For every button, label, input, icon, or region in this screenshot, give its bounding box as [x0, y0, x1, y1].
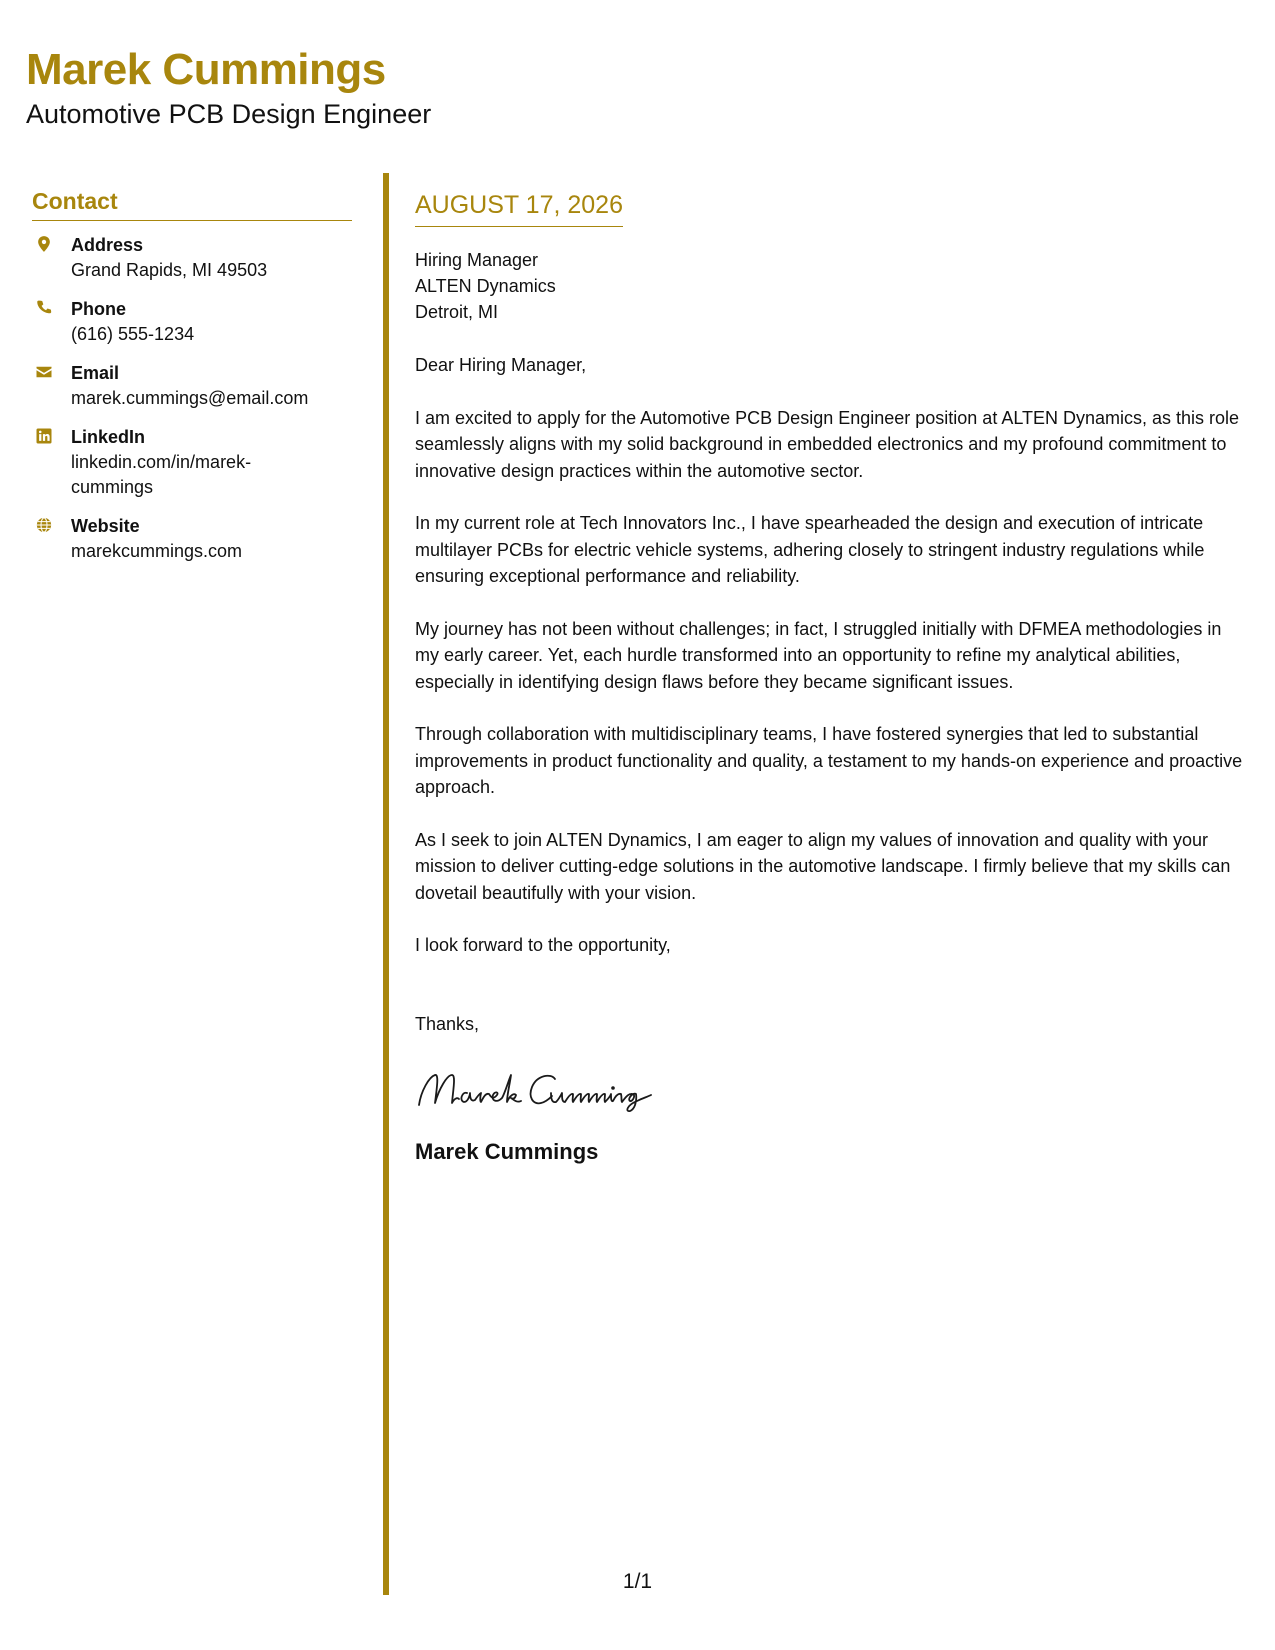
contact-value-linkedin-line-2: cummings [71, 476, 154, 497]
recipient-block [415, 247, 1250, 325]
contact-value-website: marekcummings.com [71, 540, 243, 561]
contact-phone [32, 297, 352, 347]
phone-icon [35, 299, 53, 317]
letter-paragraph: In my current role at Tech Innovators Inc., I have spearheaded the design and execution of intricate multilayer PCBs for electric vehicle systems, adhering closely to stringent industry regulations while ensuring exceptional performance and reliability. [415, 513, 1205, 586]
contact-sidebar [32, 188, 352, 578]
recipient-title: Hiring Manager [415, 250, 539, 270]
recipient-location: Detroit, MI [415, 302, 499, 322]
contact-label-website: Website [71, 515, 140, 536]
handwritten-signature [415, 1067, 1250, 1113]
sign-off: Thanks, [415, 1013, 480, 1034]
contact-linkedin [32, 425, 352, 500]
contact-value-address: Grand Rapids, MI 49503 [71, 259, 268, 280]
letter-date: AUGUST 17, 2026 [415, 190, 623, 227]
letter-paragraph: My journey has not been without challenges; in fact, I struggled initially with DFMEA methodologies in my early career. Yet, each hurdle transformed into an opportunity to refine my analytical abilities, especially in identifying design flaws before they became significant issues. [415, 618, 1222, 692]
letter-paragraph: Through collaboration with multidisciplinary teams, I have fostered synergies that led to substantial improvements in product functionality and quality, a testament to my hands-on experience and proactive approach. [415, 724, 1243, 797]
contact-website [32, 514, 352, 564]
contact-label-phone: Phone [71, 298, 127, 319]
contact-label-linkedin: LinkedIn [71, 426, 146, 447]
map-pin-icon [35, 235, 53, 253]
contact-label-address: Address [71, 234, 144, 255]
signer-name: Marek Cummings [415, 1139, 599, 1164]
contact-email [32, 361, 352, 411]
contact-value-phone: (616) 555-1234 [71, 323, 195, 344]
cover-letter-body [415, 190, 1250, 1165]
letter-paragraph: As I seek to join ALTEN Dynamics, I am eager to align my values of innovation and quality with your mission to deliver cutting-edge solutions in the automotive landscape. I firmly believe that my skills can dovetail beautifully with your vision. [415, 829, 1231, 903]
contact-label-email: Email [71, 362, 120, 383]
contact-value-linkedin [71, 450, 352, 500]
page-number: 1/1 [622, 1570, 653, 1593]
salutation: Dear Hiring Manager, [415, 355, 587, 375]
letter-paragraph: I am excited to apply for the Automotive PCB Design Engineer position at ALTEN Dynamics, as this role seamlessly aligns with my solid background in embedded electronics and my profound commitment to innovative design practices within the automotive sector. [415, 407, 1240, 481]
closing-line: I look forward to the opportunity, [415, 935, 671, 955]
contact-value-email: marek.cummings@email.com [71, 387, 309, 408]
candidate-name: Marek Cummings [26, 45, 386, 94]
contact-address [32, 233, 352, 283]
contact-heading: Contact [32, 188, 352, 221]
linkedin-icon [35, 427, 53, 445]
contact-value-linkedin-line-1: linkedin.com/in/marek- [71, 451, 252, 472]
globe-icon [35, 516, 53, 534]
envelope-icon [35, 363, 53, 381]
candidate-role: Automotive PCB Design Engineer [26, 99, 432, 129]
recipient-company: ALTEN Dynamics [415, 276, 556, 296]
column-divider [383, 173, 389, 1595]
